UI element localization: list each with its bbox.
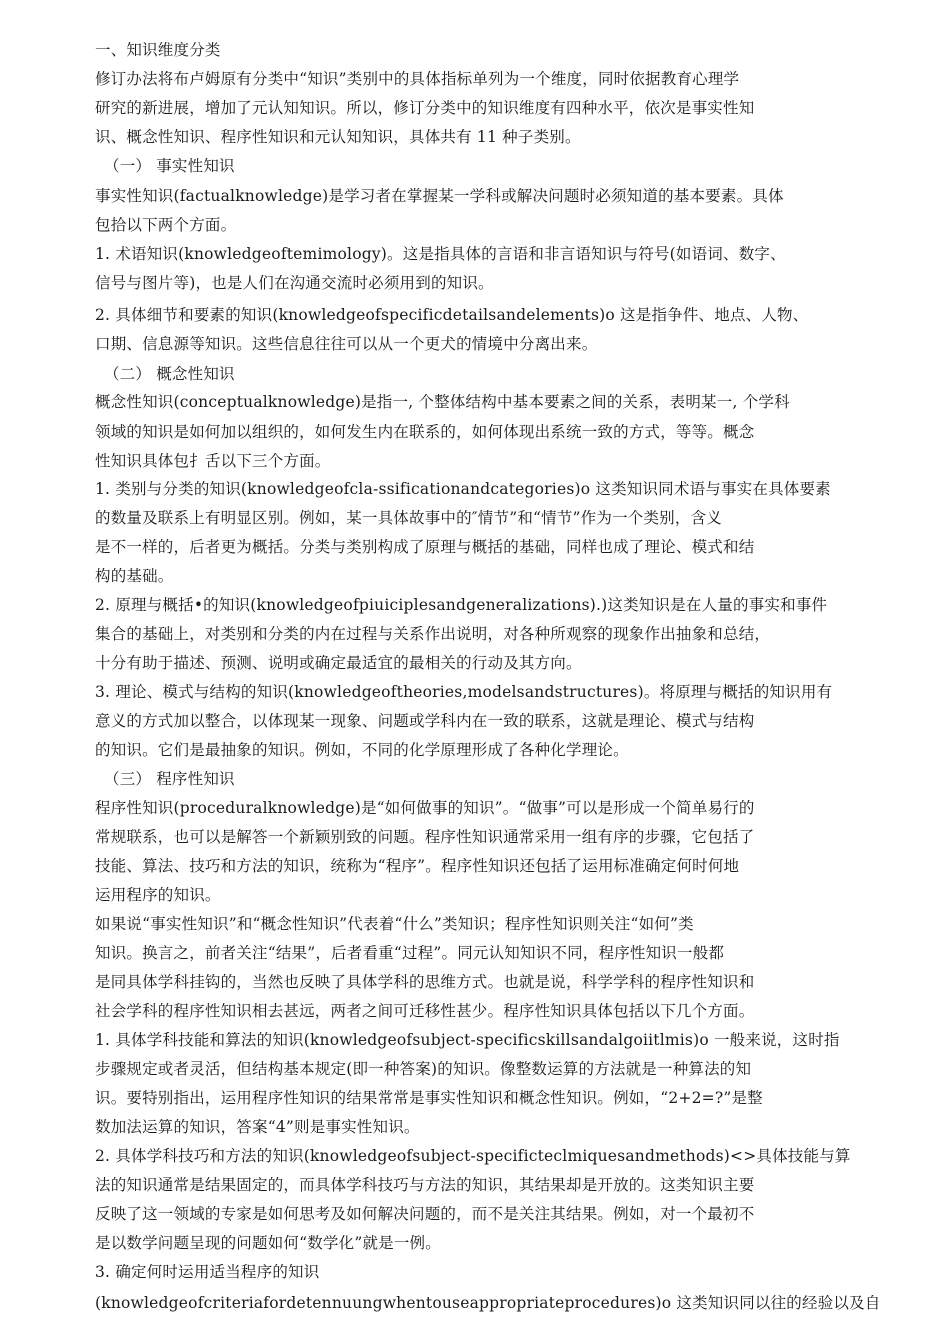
paragraph-line: 性知识具体包扌舌以下三个方面。	[95, 452, 331, 470]
paragraph-line: 的数量及联系上有明显区别。例如，某一具体故事中的″情节”和“情节”作为一个类别，含义	[95, 509, 722, 527]
paragraph-line: 是同具体学科挂钩的，当然也反映了具体学科的思维方式。也就是说，科学学科的程序性知识和	[95, 973, 755, 991]
paragraph-line: 意义的方式加以整合，以体现某一现象、问题或学科内在一致的联系，这就是理论、模式与结构	[95, 712, 755, 730]
paragraph-line: 知识。换言之，前者关注“结果”，后者看重“过程”。同元认知知识不同，程序性知识一般都	[95, 944, 725, 962]
paragraph-line: 事实性知识(factualknowledge)是学习者在掌握某一学科或解决问题时必须知道的基本要素。具体	[95, 187, 784, 205]
paragraph-line: 修订办法将布卢姆原有分类中“知识”类别中的具体指标单列为一个维度，同时依据教育心理学	[95, 70, 740, 88]
paragraph-line: 数加法运算的知识，答案“4”则是事实性知识。	[95, 1118, 420, 1136]
paragraph-line: 十分有助于描述、预测、说明或确定最适宜的最相关的行动及其方向。	[95, 654, 582, 672]
paragraph-line: 识。要特别指出，运用程序性知识的结果常常是事实性知识和概念性知识。例如，“2+2=?”是整	[95, 1089, 763, 1107]
paragraph-line: 程序性知识(proceduralknowledge)是“如何做事的知识”。“做事”可以是形成一个简单易行的	[95, 799, 755, 817]
paragraph-line: 技能、算法、技巧和方法的知识，统称为“程序”。程序性知识还包括了运用标准确定何时何地	[95, 857, 740, 875]
paragraph-line: 社会学科的程序性知识相去甚远，两者之间可迁移性甚少。程序性知识具体包括以下几个方面。	[95, 1002, 755, 1020]
paragraph-line: 步骤规定或者灵活，但结构基本规定(即一种答案)的知识。像整数运算的方法就是一种算法的知	[95, 1060, 752, 1078]
paragraph-line: 领域的知识是如何加以组织的，如何发生内在联系的，如何体现出系统一致的方式，等等。概念	[95, 423, 755, 441]
paragraph-line: 常规联系，也可以是解答一个新颖别致的问题。程序性知识通常采用一组有序的步骤，它包括了	[95, 828, 755, 846]
paragraph-line: 如果说“事实性知识”和“概念性知识”代表着“什么”类知识；程序性知识则关注“如何”类	[95, 915, 694, 933]
paragraph-line: 构的基础。	[95, 567, 174, 585]
paragraph-line: 运用程序的知识。	[95, 886, 221, 904]
paragraph-line: 识、概念性知识、程序性知识和元认知知识，具体共有 11 种子类别。	[95, 128, 581, 146]
paragraph-line: 反映了这一领域的专家是如何思考及如何解决问题的，而不是关注其结果。例如，对一个最初不	[95, 1205, 755, 1223]
paragraph-line: 法的知识通常是结果固定的，而具体学科技巧与方法的知识，其结果却是开放的。这类知识主要	[95, 1176, 755, 1194]
paragraph-line: 信号与图片等)，也是人们在沟通交流时必须用到的知识。	[95, 274, 494, 292]
subsection-heading: （一） 事实性知识	[104, 157, 235, 175]
paragraph-line: 的知识。它们是最抽象的知识。例如，不同的化学原理形成了各种化学理论。	[95, 741, 629, 759]
paragraph-line: 2. 原理与概括•的知识(knowledgeofpiuiciplesandgeneralizations).)这类知识是在人量的事实和事件	[95, 596, 828, 614]
subsection-heading: （三） 程序性知识	[104, 770, 235, 788]
paragraph-line: 概念性知识(conceptualknowledge)是指一, 个整体结构中基本要素之间的关系，表明某一, 个学科	[95, 393, 790, 411]
paragraph-line: 1. 术语知识(knowledgeoftemimology)。这是指具体的言语和非言语知识与符号(如语词、数字、	[95, 245, 786, 263]
paragraph-line: 2. 具体学科技巧和方法的知识(knowledgeofsubject-specificteclmiquesandmethods)<>具体技能与算	[95, 1147, 851, 1165]
paragraph-line: 研究的新进展，增加了元认知知识。所以，修订分类中的知识维度有四种水平，依次是事实性知	[95, 99, 755, 117]
paragraph-line: 1. 具体学科技能和算法的知识(knowledgeofsubject-specificskillsandalgoiitlmis)o 一般来说，这时指	[95, 1031, 840, 1049]
subsection-heading: （二） 概念性知识	[104, 365, 235, 383]
paragraph-line: 3. 理论、模式与结构的知识(knowledgeoftheories,modelsandstructures)。将原理与概括的知识用有	[95, 683, 833, 701]
section-heading: 一、知识维度分类	[95, 41, 221, 59]
paragraph-line: 3. 确定何时运用适当程序的知识	[95, 1263, 320, 1281]
paragraph-line: 口期、信息源等知识。这些信息往往可以从一个更犬的情境中分离出来。	[95, 335, 598, 353]
paragraph-line: 集合的基础上，对类别和分类的内在过程与关系作出说明，对各种所观察的现象作出抽象和总结，	[95, 625, 771, 643]
paragraph-line: 包拾以下两个方面。	[95, 216, 237, 234]
paragraph-line: 2. 具体细节和要素的知识(knowledgeofspecificdetailsandelements)o 这是指争件、地点、人物、	[95, 306, 809, 324]
paragraph-line: 是以数学问题呈现的问题如何“数学化”就是一例。	[95, 1234, 441, 1252]
paragraph-line: (knowledgeofcriteriafordetennuungwhentouseappropriateprocedures)o 这类知识同以往的经验以及自	[95, 1294, 881, 1312]
paragraph-line: 是不一样的，后者更为概括。分类与类别构成了原理与概括的基础，同样也成了理论、模式和结	[95, 538, 755, 556]
paragraph-line: 1. 类别与分类的知识(knowledgeofcla-ssificationandcategories)o 这类知识同术语与事实在具体要素	[95, 480, 831, 498]
